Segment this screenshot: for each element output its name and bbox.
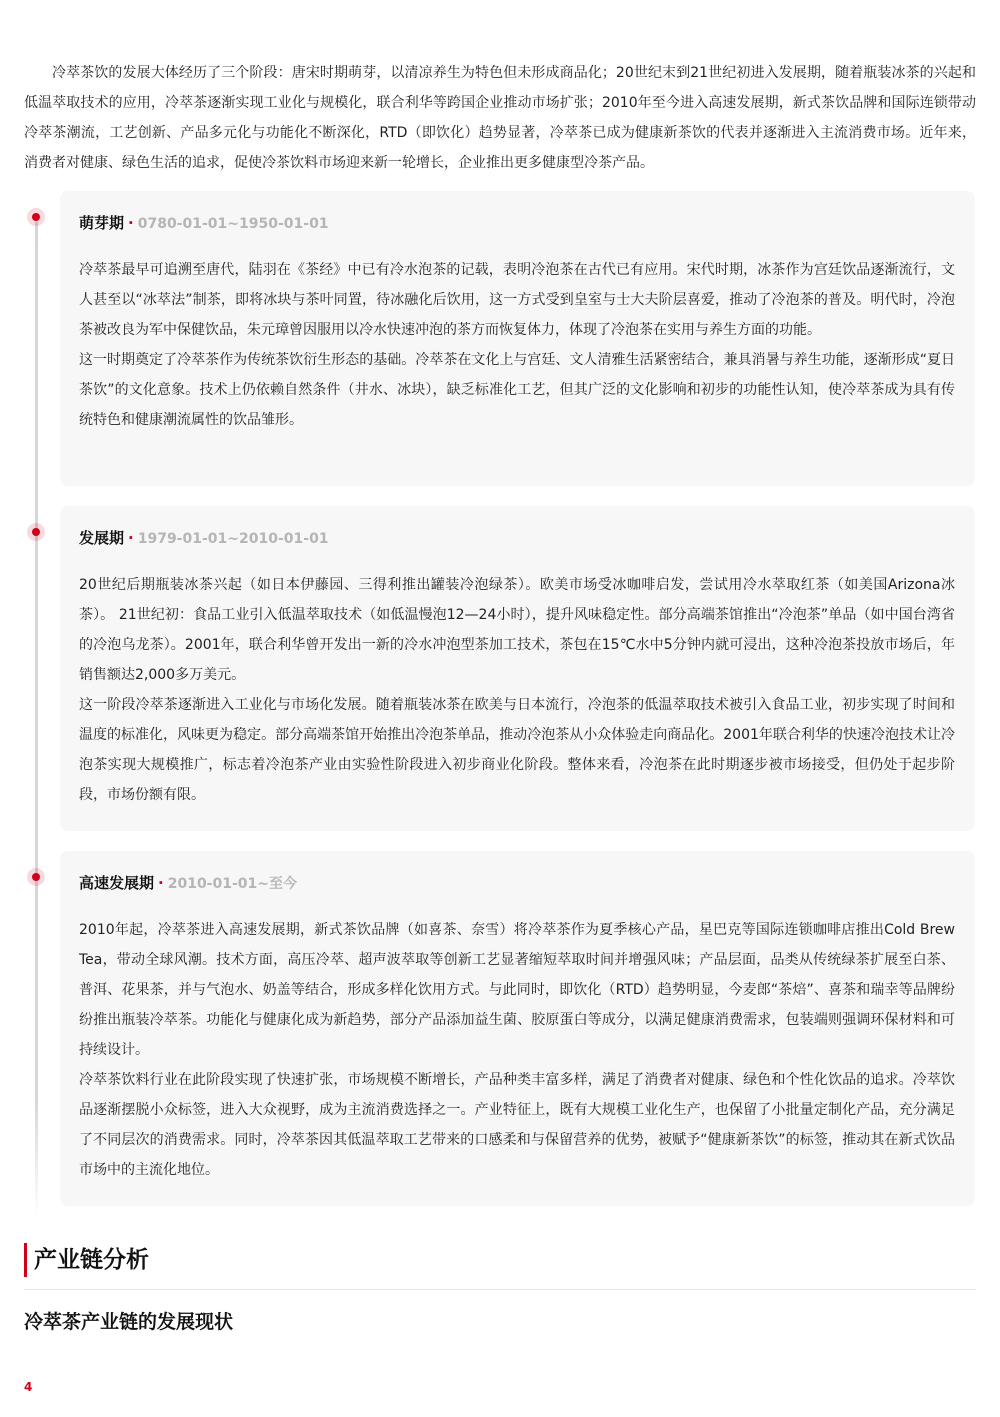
stage-header	[79, 869, 955, 897]
stage-paragraph-2: 这一阶段冷萃茶逐渐进入工业化与市场化发展。随着瓶装冰茶在欧美与日本流行，冷泡茶的低温萃取技术被引入食品工业，初步实现了时间和温度的标准化，风味更为稳定。部分高端茶馆开始推出冷泡茶单品，推动冷泡茶从小众体验走向商品化。2001年联合利华的快速冷泡技术让冷泡茶实现大规模推广，标志着冷泡茶产业由实验性阶段进入初步商业化阶段。整体来看，冷泡茶在此时期逐步被市场接受，但仍处于起步阶段，市场份额有限。	[79, 697, 955, 803]
section-title: 产业链分析	[24, 1243, 149, 1277]
stage-paragraph-2: 这一时期奠定了冷萃茶作为传统茶饮衍生形态的基础。冷萃茶在文化上与宫廷、文人清雅生活紧密结合，兼具消暑与养生功能，逐渐形成“夏日茶饮”的文化意象。技术上仍依赖自然条件（井水、冰块），缺乏标准化工艺，但其广泛的文化影响和初步的功能性认知，使冷萃茶成为具有传统特色和健康潮流属性的饮品雏形。	[79, 352, 955, 428]
stage-paragraph-1: 冷萃茶最早可追溯至唐代，陆羽在《茶经》中已有冷水泡茶的记载，表明冷泡茶在古代已有应用。宋代时期，冰茶作为宫廷饮品逐渐流行，文人甚至以“冰萃法”制茶，即将冰块与茶叶同置，待冰融化后饮用，这一方式受到皇室与士大夫阶层喜爱，推动了冷泡茶的普及。明代时，冷泡茶被改良为军中保健饮品，朱元璋曾因服用以冷水快速冲泡的茶方而恢复体力，体现了冷泡茶在实用与养生方面的功能。	[79, 262, 955, 338]
stage-header	[79, 209, 955, 237]
stage-name: 发展期	[79, 529, 125, 547]
stage-paragraph-1: 20世纪后期瓶装冰茶兴起（如日本伊藤园、三得利推出罐装冷泡绿茶）。欧美市场受冰咖啡启发，尝试用冷水萃取红茶（如美国Arizona冰茶）。 21世纪初：食品工业引入低温萃取技术（如低温慢泡12—24小时），提升风味稳定性。部分高端茶馆推出“冷泡茶”单品（如中国台湾省的冷泡乌龙茶）。2001年，联合利华曾开发出一新的冷水冲泡型茶加工技术，茶包在15℃水中5分钟内就可浸出，这种冷泡茶投放市场后，年销售额达2,000多万美元。	[79, 577, 955, 683]
section-divider	[24, 1289, 976, 1290]
stage-date: 2010-01-01~至今	[167, 876, 297, 892]
stage-paragraph-2: 冷萃茶饮料行业在此阶段实现了快速扩张，市场规模不断增长，产品种类丰富多样，满足了消费者对健康、绿色和个性化饮品的追求。冷萃饮品逐渐摆脱小众标签，进入大众视野，成为主流消费选择之一。产业特征上，既有大规模工业化生产，也保留了小批量定制化产品，充分满足了不同层次的消费需求。同时，冷萃茶因其低温萃取工艺带来的口感柔和与保留营养的优势，被赋予“健康新茶饮”的标签，推动其在新式饮品市场中的主流化地位。	[79, 1072, 955, 1178]
stage-separator: ·	[158, 874, 164, 892]
stage-name: 萌芽期	[79, 214, 125, 232]
intro-paragraph: 冷萃茶饮的发展大体经历了三个阶段：唐宋时期萌芽，以清凉养生为特色但未形成商品化；20世纪末到21世纪初进入发展期，随着瓶装冰茶的兴起和低温萃取技术的应用，冷萃茶逐渐实现工业化与规模化，联合利华等跨国企业推动市场扩张；2010年至今进入高速发展期，新式茶饮品牌和国际连锁带动冷萃茶潮流，工艺创新、产品多元化与功能化不断深化，RTD（即饮化）趋势显著，冷萃茶已成为健康新茶饮的代表并逐渐进入主流消费市场。近年来，消费者对健康、绿色生活的追求，促使冷茶饮料市场迎来新一轮增长，企业推出更多健康型冷茶产品。	[24, 65, 976, 171]
timeline-card-rapid-growth	[60, 851, 975, 1206]
timeline-dot-1	[27, 208, 45, 226]
stage-paragraph-1: 2010年起，冷萃茶进入高速发展期，新式茶饮品牌（如喜茶、奈雪）将冷萃茶作为夏季核心产品，星巴克等国际连锁咖啡店推出Cold Brew Tea，带动全球风潮。技术方面，高压冷萃、超声波萃取等创新工艺显著缩短萃取时间并增强风味；产品层面，品类从传统绿茶扩展至白茶、普洱、花果茶，并与气泡水、奶盖等结合，形成多样化饮用方式。与此同时，即饮化（RTD）趋势明显，今麦郎“茶焙”、喜茶和瑞幸等品牌纷纷推出瓶装冷萃茶。功能化与健康化成为新趋势，部分产品添加益生菌、胶原蛋白等成分，以满足健康消费需求，包装端则强调环保材料和可持续设计。	[79, 922, 955, 1058]
timeline-dot-3	[27, 868, 45, 886]
stage-name: 高速发展期	[79, 874, 155, 892]
stage-header	[79, 524, 955, 552]
stage-separator: ·	[128, 529, 134, 547]
stage-date: 0780-01-01~1950-01-01	[137, 216, 329, 232]
timeline-line	[35, 222, 38, 1217]
subsection-title: 冷萃茶产业链的发展现状	[24, 1311, 234, 1333]
timeline-dot-2	[27, 523, 45, 541]
stage-date: 1979-01-01~2010-01-01	[137, 531, 329, 547]
timeline-card-budding	[60, 191, 975, 486]
timeline-card-development	[60, 506, 975, 831]
page-number: 4	[24, 1380, 33, 1394]
stage-separator: ·	[128, 214, 134, 232]
